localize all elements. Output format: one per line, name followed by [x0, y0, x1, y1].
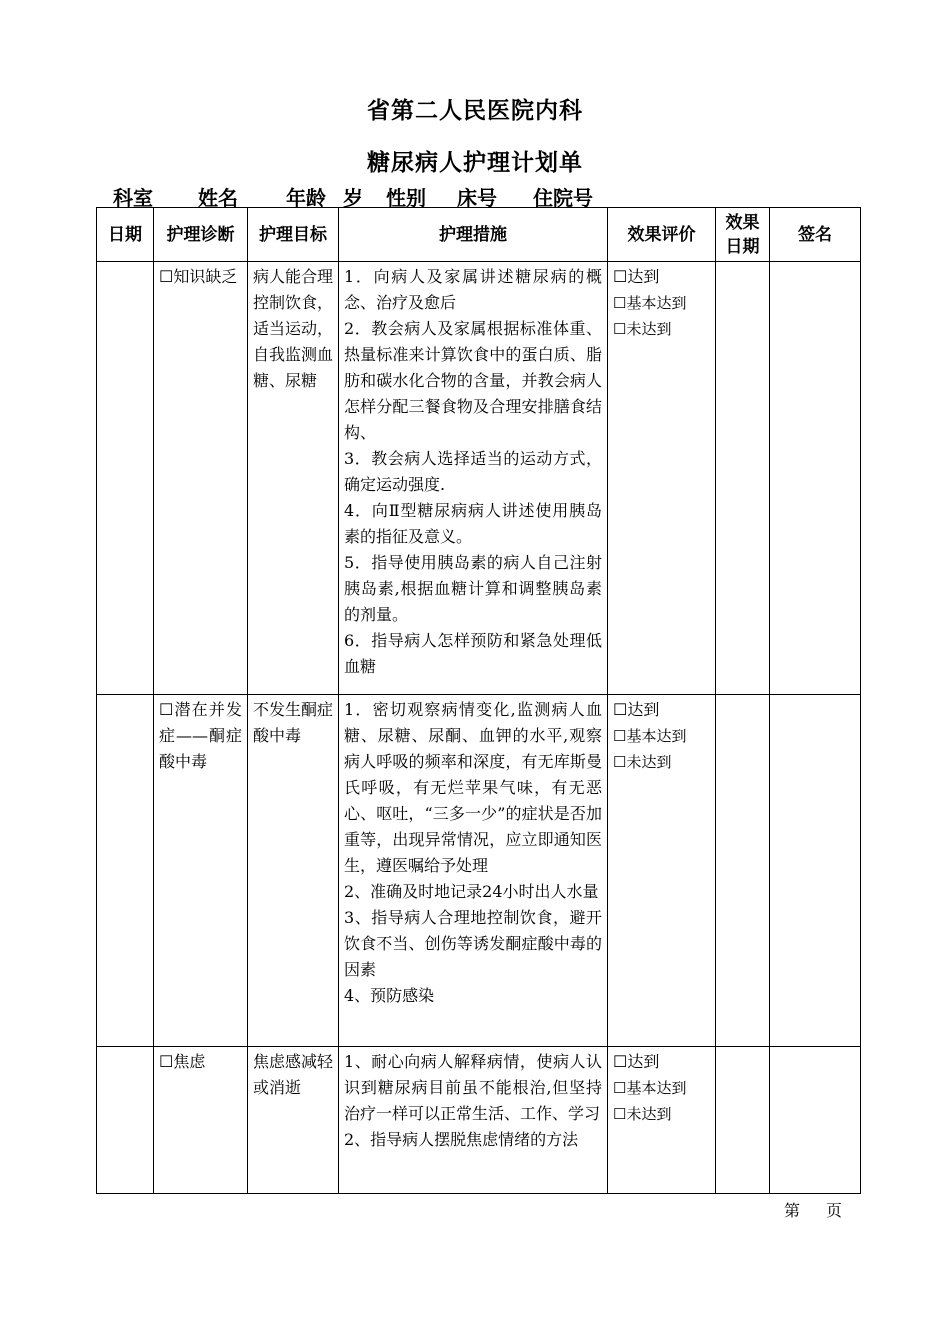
date-cell[interactable] — [97, 262, 154, 695]
measure-item: 3、指导病人合理地控制饮食，避开饮食不当、创伤等诱发酮症酸中毒的因素 — [344, 908, 602, 979]
table-row — [97, 1047, 861, 1194]
eval-partial-checkbox[interactable]: ☐基本达到 — [613, 294, 687, 312]
measure-item: 5．指导使用胰岛素的病人自己注射胰岛素,根据血糖计算和调整胰岛素的剂量。 — [344, 553, 602, 624]
diagnosis-cell: ☐知识缺乏 — [154, 262, 248, 695]
signature-cell[interactable] — [770, 1047, 861, 1194]
eval-partial-checkbox[interactable]: ☐基本达到 — [613, 1079, 687, 1097]
col-header-date: 日期 — [97, 208, 154, 262]
table-row — [97, 695, 861, 1047]
diagnosis-cell: ☐焦虑 — [154, 1047, 248, 1194]
measure-item: 2、准确及时地记录24小时出人水量 — [344, 882, 599, 901]
form-title: 糖尿病人护理计划单 — [367, 150, 583, 176]
measure-item: 6．指导病人怎样预防和紧急处理低血糖 — [344, 631, 602, 676]
date-cell[interactable] — [97, 695, 154, 1047]
info-admission-label: 住院号 — [533, 186, 593, 210]
diagnosis-cell: ☐潜在并发症——酮症酸中毒 — [154, 695, 248, 1047]
info-gender-label: 性别 — [386, 186, 426, 210]
table-row — [97, 262, 861, 695]
eval-not-achieved-checkbox[interactable]: ☐未达到 — [613, 1105, 672, 1123]
goal-cell: 焦虑感减轻或消逝 — [248, 1047, 339, 1194]
signature-cell[interactable] — [770, 695, 861, 1047]
info-bed-label: 床号 — [457, 186, 497, 210]
evaluation-cell — [608, 695, 716, 1047]
col-header-eval-date: 效果日期 — [716, 208, 770, 262]
measures-cell — [339, 695, 608, 1047]
col-header-diagnosis: 护理诊断 — [154, 208, 248, 262]
goal-cell: 不发生酮症酸中毒 — [248, 695, 339, 1047]
eval-not-achieved-checkbox[interactable]: ☐未达到 — [613, 320, 672, 338]
eval-date-cell[interactable] — [716, 262, 770, 695]
hospital-name: 省第二人民医院内科 — [367, 98, 583, 124]
page-prefix: 第 — [784, 1201, 801, 1220]
eval-achieved-checkbox[interactable]: ☐达到 — [613, 1052, 660, 1071]
measure-item: 2．教会病人及家属根据标准体重、热量标准来计算饮食中的蛋白质、脂肪和碳水化合物的含量，并教会病人怎样分配三餐食物及合理安排膳食结构、 — [344, 319, 602, 442]
signature-cell[interactable] — [770, 262, 861, 695]
info-age-unit: 岁 — [343, 186, 363, 210]
measures-cell — [339, 1047, 608, 1194]
measure-item: 1．向病人及家属讲述糖尿病的概念、治疗及愈后 — [344, 267, 602, 312]
info-department-label: 科室 — [113, 186, 153, 210]
measure-item: 2、指导病人摆脱焦虑情绪的方法 — [344, 1130, 579, 1149]
measure-item: 1、耐心向病人解释病情，使病人认识到糖尿病目前虽不能根治,但坚持治疗一样可以正常生活、工作、学习 — [344, 1052, 602, 1123]
goal-cell: 病人能合理控制饮食，适当运动，自我监测血糖、尿糖 — [248, 262, 339, 695]
info-age-label: 年龄 — [286, 186, 326, 210]
measure-item: 3．教会病人选择适当的运动方式，确定运动强度. — [344, 449, 602, 494]
col-header-signature: 签名 — [770, 208, 861, 262]
col-header-evaluation: 效果评价 — [608, 208, 716, 262]
eval-not-achieved-checkbox[interactable]: ☐未达到 — [613, 753, 672, 771]
measure-item: 4、预防感染 — [344, 986, 435, 1005]
eval-achieved-checkbox[interactable]: ☐达到 — [613, 267, 660, 286]
care-plan-table — [96, 207, 861, 1194]
page-number — [784, 1198, 842, 1221]
eval-date-cell[interactable] — [716, 1047, 770, 1194]
eval-partial-checkbox[interactable]: ☐基本达到 — [613, 727, 687, 745]
measures-cell — [339, 262, 608, 695]
eval-achieved-checkbox[interactable]: ☐达到 — [613, 700, 660, 719]
table-header-row — [97, 208, 861, 262]
col-header-goal: 护理目标 — [248, 208, 339, 262]
measure-item: 1．密切观察病情变化,监测病人血糖、尿糖、尿酮、血钾的水平,观察病人呼吸的频率和深度，有无库斯曼氏呼吸，有无烂苹果气味，有无恶心、呕吐，“三多一少”的症状是否加重等，出现异常情况，应立即通知医生，遵医嘱给予处理 — [344, 700, 602, 875]
evaluation-cell — [608, 1047, 716, 1194]
date-cell[interactable] — [97, 1047, 154, 1194]
measure-item: 4．向Ⅱ型糖尿病病人讲述使用胰岛素的指征及意义。 — [344, 501, 602, 546]
col-header-measures: 护理措施 — [339, 208, 608, 262]
evaluation-cell — [608, 262, 716, 695]
page-suffix: 页 — [826, 1201, 843, 1220]
info-name-label: 姓名 — [198, 186, 238, 210]
eval-date-cell[interactable] — [716, 695, 770, 1047]
